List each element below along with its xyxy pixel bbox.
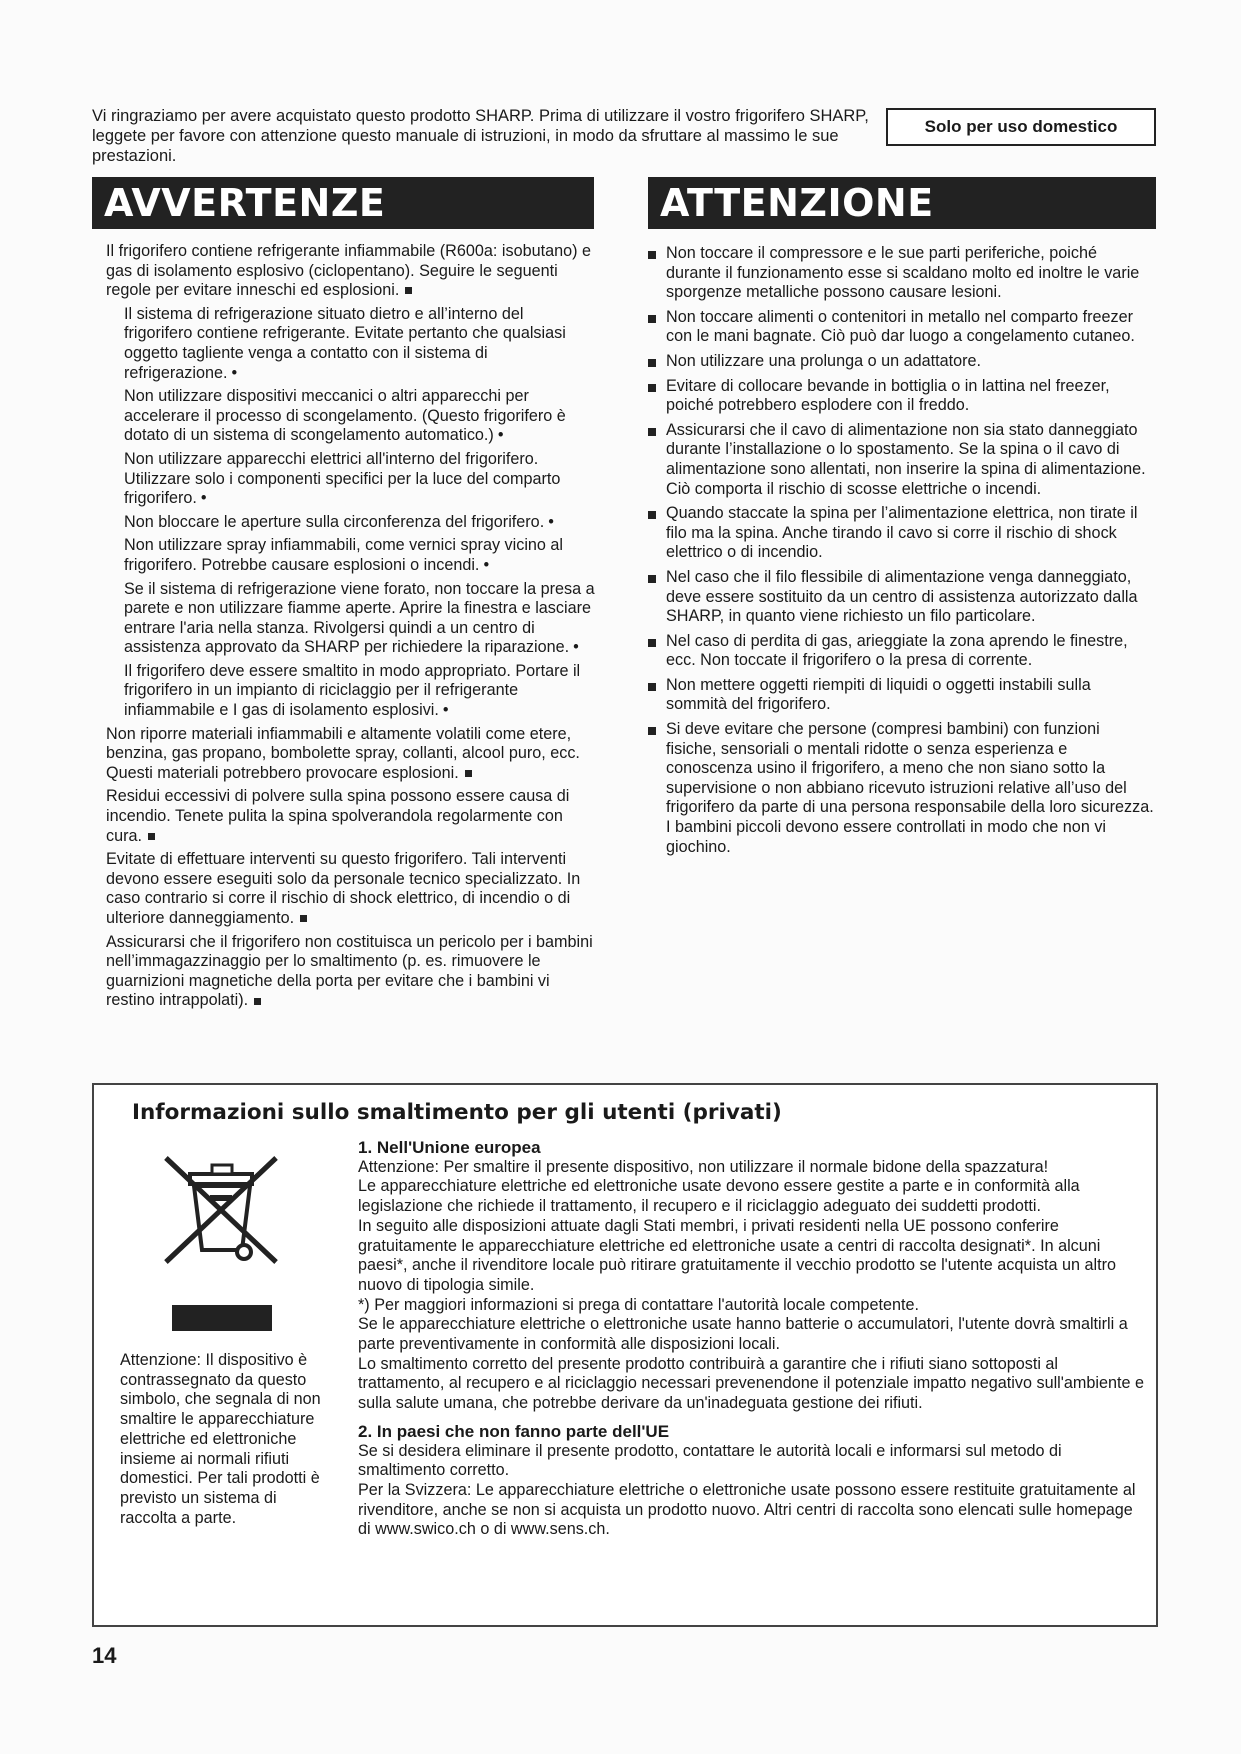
list-item: Quando staccate la spina per l’alimentazione elettrica, non tirate il filo ma la spina. Anche tirando il cavo si corre il rischio di shock elettrico o di incendio.: [648, 504, 1154, 563]
bullet-square-icon: [405, 287, 412, 294]
list-item: Assicurarsi che il cavo di alimentazione non sia stato danneggiato durante l’installazione o lo spostamento. Se la spina o il cavo di alimentazione sono allentati, non inserire la spina di alimentazione. Ciò comporta il rischio di scosse elettriche o incendi.: [648, 421, 1154, 499]
attenzione-column: [648, 244, 1154, 862]
bullet-square-icon: [254, 998, 261, 1005]
bullet-square-icon: [648, 683, 656, 691]
section-heading: 1. Nell'Unione europea: [358, 1138, 541, 1157]
bullet-square-icon: [648, 315, 656, 323]
page-number: 14: [92, 1643, 117, 1668]
paragraph: Se si desidera eliminare il presente prodotto, contattare le autorità locali e informarsi sul metodo di smaltimento corretto.: [358, 1441, 1062, 1480]
bullet-dot-icon: •: [497, 426, 504, 445]
paragraph: Se le apparecchiature elettriche o elettroniche usate hanno batterie o accumulatori, l'utente dovrà smaltirli a parte preventivamente in conformità alle disposizioni locali.: [358, 1315, 1128, 1354]
list-item: Evitare di collocare bevande in bottiglia o in lattina nel freezer, poiché potrebbero esplodere con il freddo.: [648, 377, 1154, 416]
list-item: Non utilizzare apparecchi elettrici all'interno del frigorifero. Utilizzare solo i componenti specifici per la luce del comparto frigorifero. •: [124, 449, 561, 508]
list-item: Assicurarsi che il frigorifero non costituisca un pericolo per i bambini nell’immagazzinaggio per lo smaltimento (p. es. rimuovere le guarnizioni magnetiche della porta per evitare che i bambini vi restino intrappolati).: [106, 932, 593, 1010]
bullet-dot-icon: •: [573, 638, 579, 657]
domestic-use-badge: Solo per uso domestico: [886, 108, 1156, 146]
list-item: Residui eccessivi di polvere sulla spina possono essere causa di incendio. Tenete pulita la spina spolverandola regolarmente con cura.: [106, 787, 570, 845]
paragraph: In seguito alle disposizioni attuate dagli Stati membri, i privati residenti nella UE possono conferire gratuitamente le apparecchiature elettriche ed elettroniche usate a centri di raccolta designati*. In alcuni paesi*, anche il rivenditore locale può ritirare gratuitamente il vecchio prodotto se l'utente acquista un altro nuovo di tipologia simile.: [358, 1216, 1117, 1294]
disposal-title: Informazioni sullo smaltimento per gli utenti (privati): [132, 1100, 782, 1125]
paragraph: Per la Svizzera: Le apparecchiature elettriche o elettroniche usate possono essere restituite gratuitamente al rivenditore, anche se non si acquista un prodotto nuovo. Altri centri di raccolta sono elencati sulle homepage di www.swico.ch o di www.sens.ch.: [358, 1480, 1136, 1539]
crossed-out-wheelie-bin-icon: [158, 1150, 288, 1270]
disposal-body: [358, 1138, 1148, 1540]
list-item: Non mettere oggetti riempiti di liquidi o oggetti instabili sulla sommità del frigorifero.: [648, 676, 1154, 715]
list-item: Non bloccare le aperture sulla circonferenza del frigorifero. •: [124, 512, 554, 531]
section-heading: 2. In paesi che non fanno parte dell'UE: [358, 1421, 670, 1441]
bullet-square-icon: [300, 915, 307, 922]
avvertenze-lead: Il frigorifero contiene refrigerante infiammabile (R600a: isobutano) e gas di isolamento esplosivo (ciclopentano). Seguire le seguenti regole per evitare inneschi ed esplosioni.: [106, 242, 591, 300]
bullet-dot-icon: •: [442, 701, 449, 720]
avvertenze-heading: AVVERTENZE: [92, 177, 594, 229]
list-item: Non toccare alimenti o contenitori in metallo nel comparto freezer con le mani bagnate. Ciò può dar luogo a congelamento cutaneo.: [648, 308, 1154, 347]
bullet-dot-icon: •: [200, 489, 207, 508]
paragraph: Lo smaltimento corretto del presente prodotto contribuirà a garantire che i rifiuti siano sottoposti al trattamento, al recupero e al riciclaggio necessari prevenendone il potenziale impatto negativo sull'ambiente e sulla salute umana, che potrebbe derivare da un'inadeguata gestione dei rifiuti.: [358, 1354, 1144, 1413]
paragraph: *) Per maggiori informazioni si prega di contattare l'autorità locale competente.: [358, 1295, 919, 1314]
bullet-square-icon: [648, 384, 656, 392]
symbol-underline-bar: [172, 1305, 272, 1331]
list-item: Non utilizzare spray infiammabili, come vernici spray vicino al frigorifero. Potrebbe causare esplosioni o incendi. •: [124, 536, 564, 574]
paragraph: Attenzione: Per smaltire il presente dispositivo, non utilizzare il normale bidone della spazzatura!: [358, 1157, 1049, 1176]
list-item: Non toccare il compressore e le sue parti periferiche, poiché durante il funzionamento esse si scaldano molto ed inoltre le varie sporgenze metalliche possono causare lesioni.: [648, 244, 1154, 303]
bullet-dot-icon: •: [548, 512, 554, 531]
bullet-square-icon: [465, 770, 472, 777]
paragraph: Le apparecchiature elettriche ed elettroniche usate devono essere gestite a parte e in conformità alla legislazione che richiede il trattamento, il recupero e il riciclaggio adeguato dei suddetti prodotti.: [358, 1177, 1080, 1216]
bullet-dot-icon: •: [231, 363, 238, 382]
intro-text: Vi ringraziamo per avere acquistato questo prodotto SHARP. Prima di utilizzare il vostro frigorifero SHARP, leggete per favore con attenzione questo manuale di istruzioni, in modo da sfruttare al massimo le sue prestazioni.: [92, 107, 869, 165]
list-item: Il frigorifero deve essere smaltito in modo appropriato. Portare il frigorifero in un impianto di riciclaggio per il refrigerante infiammabile e I gas di isolamento esplosivi. •: [124, 661, 581, 720]
bullet-square-icon: [648, 575, 656, 583]
list-item: Se il sistema di refrigerazione viene forato, non toccare la presa a parete e non utilizzare fiamme aperte. Aprire la finestra e lasciare entrare l'aria nella stanza. Rivolgersi quindi a un centro di assistenza approvato da SHARP per richiedere la riparazione. •: [124, 579, 595, 657]
bullet-square-icon: [648, 727, 656, 735]
list-item: Il sistema di refrigerazione situato dietro e all’interno del frigorifero contiene refrigerante. Evitate pertanto che qualsiasi oggetto tagliente venga a contatto con il sistema di refrigerazione. •: [124, 304, 566, 382]
bullet-dot-icon: •: [483, 555, 490, 574]
list-item: Non utilizzare dispositivi meccanici o altri apparecchi per accelerare il processo di scongelamento. (Questo frigorifero è dotato di un sistema di scongelamento automatico.) •: [124, 387, 566, 445]
list-item: Non utilizzare una prolunga o un adattatore.: [648, 352, 1154, 372]
list-item: Non riporre materiali infiammabili e altamente volatili come etere, benzina, gas propano, bombolette spray, collanti, alcool puro, ecc. Questi materiali potrebbero provocare esplosioni.: [106, 724, 580, 782]
bullet-square-icon: [648, 639, 656, 647]
bullet-square-icon: [648, 251, 656, 259]
list-item: Evitate di effettuare interventi su questo frigorifero. Tali interventi devono essere eseguiti solo da personale tecnico specializzato. In caso contrario si corre il rischio di shock elettrico, di incendio o di ulteriore danneggiamento.: [106, 850, 581, 927]
list-item: Nel caso che il filo flessibile di alimentazione venga danneggiato, deve essere sostituito da un centro di assistenza autorizzato dalla SHARP, in quanto viene richiesto un filo particolare.: [648, 568, 1154, 627]
bullet-square-icon: [148, 833, 155, 840]
bullet-square-icon: [648, 511, 656, 519]
disposal-note: Attenzione: Il dispositivo è contrassegnato da questo simbolo, che segnala di non smaltire le apparecchiature elettriche ed elettroniche insieme ai normali rifiuti domestici. Per tali prodotti è previsto un sistema di raccolta a parte.: [120, 1351, 321, 1527]
avvertenze-column: [106, 242, 596, 1015]
list-item: Nel caso di perdita di gas, arieggiate la zona aprendo le finestre, ecc. Non toccate il frigorifero o la presa di corrente.: [648, 632, 1154, 671]
attenzione-heading: ATTENZIONE: [648, 177, 1156, 229]
list-item: Si deve evitare che persone (compresi bambini) con funzioni fisiche, sensoriali o mentali ridotte o senza esperienza e conoscenza usino il frigorifero, a meno che non siano sotto la supervisione o non abbiano ricevuto istruzioni relative all’uso del frigorifero da parte di una persona responsabile della loro sicurezza. I bambini piccoli devono essere controllati in modo che non vi giochino.: [648, 720, 1154, 857]
bullet-square-icon: [648, 428, 656, 436]
bullet-square-icon: [648, 359, 656, 367]
